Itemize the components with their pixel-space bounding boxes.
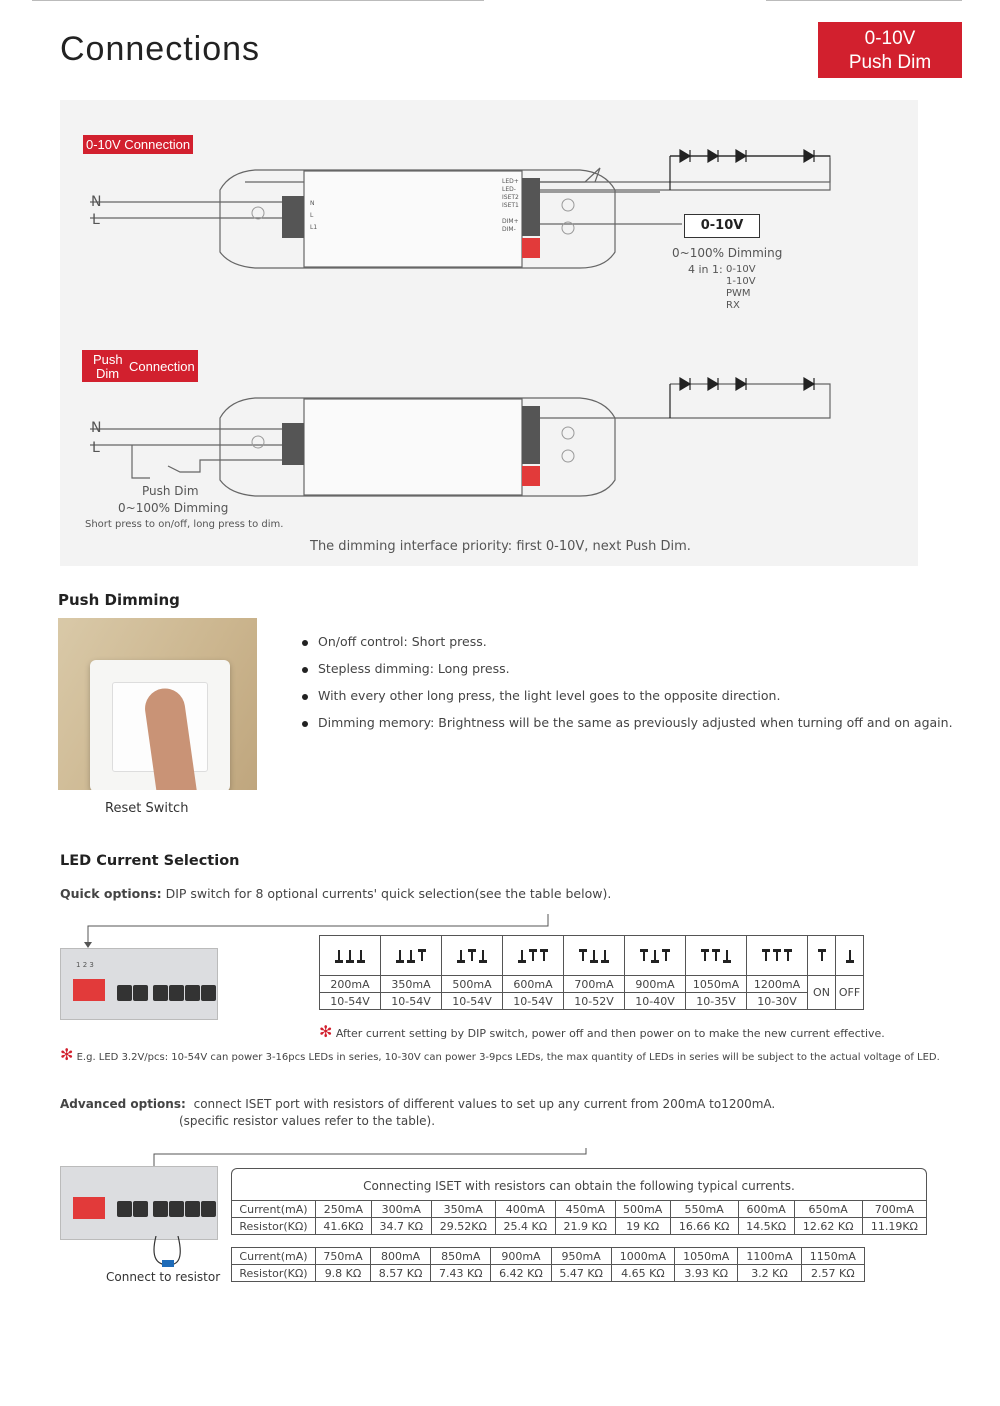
dip-lever-icon <box>335 945 343 967</box>
push-dimming-bullets <box>300 634 953 742</box>
dip-note-text: After current setting by DIP switch, power off and then power on to make the new current effective. <box>335 1027 885 1040</box>
dip-lever-icon <box>651 945 659 967</box>
resistor-row-current <box>232 1201 927 1218</box>
resistor-cell: 250mA <box>316 1201 372 1218</box>
bullet-item: On/off control: Short press. <box>300 634 953 649</box>
dip-current-cell: 1200mA <box>747 976 808 993</box>
push-dim-label: Push Dim <box>142 484 199 498</box>
dip-pattern-icon <box>322 945 378 967</box>
advanced-options <box>60 1097 775 1111</box>
dip-lever-icon <box>662 945 670 967</box>
resistor-row-current <box>232 1248 865 1265</box>
resistor-cell: 4.65 KΩ <box>611 1265 674 1282</box>
tag-010v-connection: 0-10V Connection <box>83 135 193 154</box>
dip-pattern-icon <box>688 945 744 967</box>
dip-lever-icon <box>457 945 465 967</box>
dip-note <box>319 1022 885 1041</box>
terminal-screw <box>169 1201 184 1217</box>
resistor-cell: 1000mA <box>611 1248 674 1265</box>
four-in-one-label: 4 in 1: <box>688 263 723 276</box>
resistor-cell: 12.62 KΩ <box>794 1218 862 1235</box>
resistor-cell: 450mA <box>555 1201 615 1218</box>
dip-lever-icon <box>590 945 598 967</box>
dip-lever-icon <box>346 945 354 967</box>
row-label: Resistor(KΩ) <box>232 1265 316 1282</box>
dip-voltage-cell: 10-54V <box>503 993 564 1010</box>
on-label: ON <box>808 976 836 1010</box>
row-label: Current(mA) <box>232 1201 316 1218</box>
resistor-table-2 <box>231 1247 865 1282</box>
device-dip-closeup <box>60 948 218 1020</box>
resistor-cell: 34.7 KΩ <box>371 1218 431 1235</box>
resistor-cell: 6.42 KΩ <box>491 1265 551 1282</box>
resistor-cell: 850mA <box>431 1248 491 1265</box>
tag-push-suffix: Connection <box>129 359 195 374</box>
bullet-item: Stepless dimming: Long press. <box>300 661 953 676</box>
resistor-cell: 19 KΩ <box>615 1218 670 1235</box>
resistor-cell: 25.4 KΩ <box>495 1218 555 1235</box>
resistor-cell: 7.43 KΩ <box>431 1265 491 1282</box>
resistor-cell: 600mA <box>738 1201 794 1218</box>
dip-lever-icon <box>407 945 415 967</box>
terminal-screw <box>201 985 216 1001</box>
dip-switch-red <box>73 979 105 1001</box>
resistor-caption: Connect to resistor <box>106 1270 221 1284</box>
terminal-iset2: ISET2 <box>502 194 519 201</box>
row-label: Current(mA) <box>232 1248 316 1265</box>
dip-num-1: 1 <box>76 961 81 969</box>
priority-note: The dimming interface priority: first 0-10V, next Push Dim. <box>310 539 691 554</box>
resistor-row-resistor <box>232 1265 865 1282</box>
terminal-led-plus: LED+ <box>502 178 519 185</box>
wiring-diagram-panel <box>60 100 918 566</box>
dip-lever-icon <box>479 945 487 967</box>
resistor-cell: 350mA <box>431 1201 495 1218</box>
mode-0-10v: 0-10V <box>726 264 756 275</box>
dip-pattern-cell <box>320 936 381 976</box>
dip-voltage-cell: 10-30V <box>747 993 808 1010</box>
terminal-screw <box>153 985 168 1001</box>
terminal-screw <box>201 1201 216 1217</box>
box-010v: 0-10V <box>684 214 760 238</box>
page-title: Connections <box>60 30 261 68</box>
resistor-cell: 300mA <box>371 1201 431 1218</box>
dip-current-cell: 350mA <box>381 976 442 993</box>
top-rule-left <box>32 0 484 1</box>
dip-pattern-cell <box>503 936 564 976</box>
dip-lever-icon <box>712 945 720 967</box>
resistor-cell: 21.9 KΩ <box>555 1218 615 1235</box>
dip-lever-icon <box>529 945 537 967</box>
dip-current-cell: 600mA <box>503 976 564 993</box>
dip-lever-icon <box>818 945 826 967</box>
quick-options-text: DIP switch for 8 optional currents' quick selection(see the table below). <box>165 886 612 901</box>
push-hint: Short press to on/off, long press to dim. <box>85 519 284 530</box>
dimming-010v: 0~100% Dimming <box>672 246 783 260</box>
dip-num-2: 2 <box>82 961 88 969</box>
dip-pattern-cell <box>564 936 625 976</box>
resistor-row-resistor <box>232 1218 927 1235</box>
dip-lever-icon <box>518 945 526 967</box>
dip-pattern-cell <box>625 936 686 976</box>
dip-lever-icon <box>773 945 781 967</box>
terminal-screw <box>185 985 200 1001</box>
resistor-cell: 550mA <box>670 1201 738 1218</box>
resistor-cell: 2.57 KΩ <box>801 1265 864 1282</box>
dip-current-cell: 900mA <box>625 976 686 993</box>
terminal-dim-minus: DIM- <box>502 226 516 233</box>
device-iset-closeup <box>60 1166 218 1240</box>
dip-voltage-cell: 10-35V <box>686 993 747 1010</box>
resistor-cell: 41.6KΩ <box>316 1218 372 1235</box>
bullet-item: Dimming memory: Brightness will be the same as previously adjusted when turning off and on again. <box>300 715 953 730</box>
resistor-cell: 900mA <box>491 1248 551 1265</box>
terminal-screw <box>133 985 148 1001</box>
dip-pattern-icon <box>444 945 500 967</box>
terminal-n: N <box>310 200 315 207</box>
resistor-cell: 16.66 KΩ <box>670 1218 738 1235</box>
resistor-table-header: Connecting ISET with resistors can obtain the following typical currents. <box>231 1168 927 1200</box>
label-l-top: L <box>92 212 100 228</box>
tag-push-line1: Push <box>93 352 123 367</box>
off-label: OFF <box>836 976 864 1010</box>
dip-pattern-icon <box>505 945 561 967</box>
eg-note-text: E.g. LED 3.2V/pcs: 10-54V can power 3-16pcs LEDs in series, 10-30V can power 3-9pcs LEDs, the max quantity of LEDs in series will be subject to the actual voltage of LED. <box>76 1052 940 1063</box>
mode-rx: RX <box>726 300 740 311</box>
resistor-cell: 8.57 KΩ <box>371 1265 431 1282</box>
resistor-cell: 1050mA <box>675 1248 738 1265</box>
dip-pattern-icon <box>627 945 683 967</box>
resistor-cell: 1150mA <box>801 1248 864 1265</box>
terminal-screw <box>185 1201 200 1217</box>
dip-pattern-cell <box>442 936 503 976</box>
row-label: Resistor(KΩ) <box>232 1218 316 1235</box>
terminal-l1: L1 <box>310 224 318 231</box>
dip-pattern-cell <box>747 936 808 976</box>
label-l-bottom: L <box>92 440 100 456</box>
resistor-cell: 9.8 KΩ <box>316 1265 371 1282</box>
dip-lever-icon <box>540 945 548 967</box>
dip-symbol-row <box>320 936 864 976</box>
resistor-cell: 400mA <box>495 1201 555 1218</box>
resistor-cell: 1100mA <box>738 1248 801 1265</box>
label-n-bottom: N <box>91 420 102 436</box>
advanced-label: Advanced options: <box>60 1097 186 1111</box>
dip-current-cell: 1050mA <box>686 976 747 993</box>
mode-1-10v: 1-10V <box>726 276 756 287</box>
dip-current-cell: 200mA <box>320 976 381 993</box>
on-symbol-cell <box>808 936 836 976</box>
dip-numbers <box>76 961 94 969</box>
eg-note <box>60 1045 940 1064</box>
terminal-screw <box>133 1201 148 1217</box>
resistor-cell: 950mA <box>551 1248 611 1265</box>
driver-body-top <box>304 171 522 267</box>
quick-options-label: Quick options: <box>60 886 162 901</box>
dip-voltage-row <box>320 993 864 1010</box>
dip-voltage-cell: 10-52V <box>564 993 625 1010</box>
dip-pattern-icon <box>749 945 805 967</box>
dip-voltage-cell: 10-54V <box>442 993 503 1010</box>
dip-lever-icon <box>640 945 648 967</box>
driver-body-bottom <box>304 399 522 495</box>
dip-current-cell: 500mA <box>442 976 503 993</box>
off-symbol-cell <box>836 936 864 976</box>
resistor-cell: 3.2 KΩ <box>738 1265 801 1282</box>
advanced-text-1: connect ISET port with resistors of different values to set up any current from 200mA to1200mA. <box>193 1097 776 1111</box>
mode-pwm: PWM <box>726 288 751 299</box>
terminal-dim-plus: DIM+ <box>502 218 519 225</box>
resistor-cell: 500mA <box>615 1201 670 1218</box>
resistor-cell: 14.5KΩ <box>738 1218 794 1235</box>
dip-voltage-cell: 10-54V <box>381 993 442 1010</box>
dip-lever-icon <box>418 945 426 967</box>
mode-badge <box>818 22 962 78</box>
push-dimming-title: Push Dimming <box>58 591 180 609</box>
dip-lever-icon <box>723 945 731 967</box>
led-current-title: LED Current Selection <box>60 853 240 869</box>
photo-caption: Reset Switch <box>105 801 189 816</box>
terminal-screw <box>169 985 184 1001</box>
resistor-cell: 750mA <box>316 1248 371 1265</box>
terminal-screw <box>117 1201 132 1217</box>
dip-lever-icon <box>701 945 709 967</box>
dip-lever-icon <box>762 945 770 967</box>
resistor-cell: 5.47 KΩ <box>551 1265 611 1282</box>
dip-current-row <box>320 976 864 993</box>
asterisk-icon: ✻ <box>319 1022 333 1041</box>
dip-num-3: 3 <box>89 961 94 969</box>
led-string-top <box>670 150 830 190</box>
resistor-cell: 29.52KΩ <box>431 1218 495 1235</box>
resistor-cell: 3.93 KΩ <box>675 1265 738 1282</box>
label-n-top: N <box>91 194 102 210</box>
dip-lever-icon <box>601 945 609 967</box>
dip-pattern-icon <box>383 945 439 967</box>
dip-lever-icon <box>579 945 587 967</box>
terminal-iset1: ISET1 <box>502 202 519 209</box>
terminal-led-minus: LED- <box>502 186 516 193</box>
terminal-l: L <box>310 212 314 219</box>
badge-line-2: Push Dim <box>848 52 932 73</box>
dip-lever-icon <box>468 945 476 967</box>
tag-push-line2: Dim <box>96 366 120 381</box>
dip-pattern-cell <box>381 936 442 976</box>
resistor-cell: 700mA <box>862 1201 926 1218</box>
dip-switch-red <box>73 1197 105 1219</box>
terminal-screw <box>153 1201 168 1217</box>
dip-switch-table <box>319 935 864 1010</box>
dip-lever-icon <box>396 945 404 967</box>
terminal-screw <box>117 985 132 1001</box>
dip-lever-icon <box>784 945 792 967</box>
dip-pattern-cell <box>686 936 747 976</box>
reset-switch-photo <box>58 618 257 790</box>
resistor-cell: 11.19KΩ <box>862 1218 926 1235</box>
dip-voltage-cell: 10-54V <box>320 993 381 1010</box>
badge-line-1: 0-10V <box>864 28 916 49</box>
resistor-cell: 800mA <box>371 1248 431 1265</box>
dip-voltage-cell: 10-40V <box>625 993 686 1010</box>
bullet-item: With every other long press, the light level goes to the opposite direction. <box>300 688 953 703</box>
advanced-text-2: (specific resistor values refer to the table). <box>179 1114 436 1128</box>
dip-lever-icon <box>846 945 854 967</box>
top-rule-right <box>766 0 962 1</box>
push-dimming-range: 0~100% Dimming <box>118 501 229 515</box>
quick-options <box>60 886 611 901</box>
resistor-cell: 650mA <box>794 1201 862 1218</box>
resistor-table-1 <box>231 1200 927 1235</box>
dip-lever-icon <box>357 945 365 967</box>
asterisk-icon: ✻ <box>60 1045 74 1064</box>
dip-current-cell: 700mA <box>564 976 625 993</box>
dip-pattern-icon <box>566 945 622 967</box>
